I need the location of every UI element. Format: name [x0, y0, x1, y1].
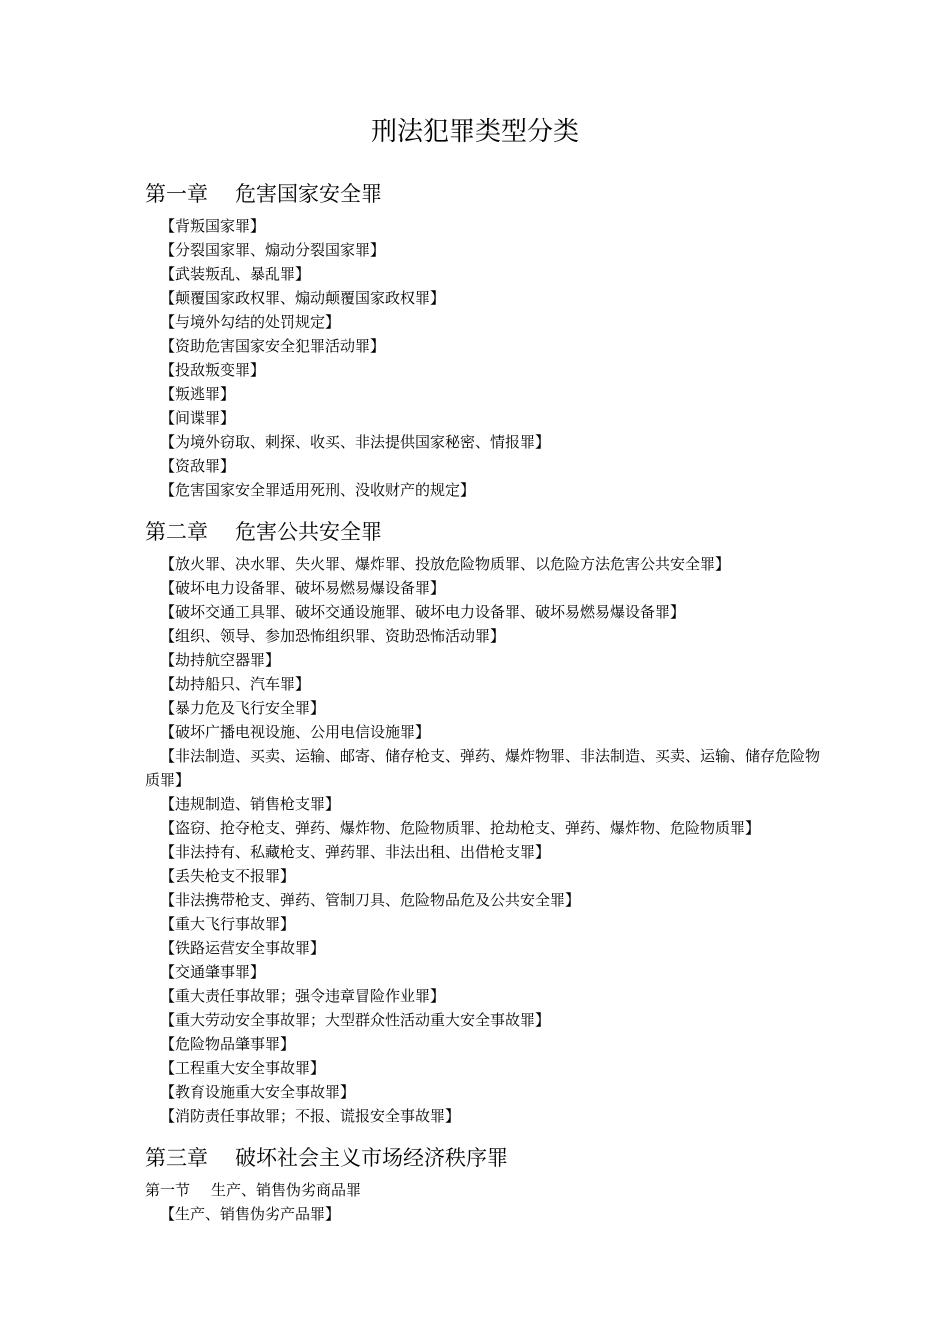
- list-item: 【危害国家安全罪适用死刑、没收财产的规定】: [160, 481, 476, 499]
- list-item: 【重大飞行事故罪】: [160, 915, 296, 933]
- list-item: 【资敌罪】: [160, 457, 236, 475]
- chapter-heading: [145, 1142, 825, 1174]
- section-name: 生产、销售伪劣商品罪: [211, 1181, 362, 1199]
- chapter-1: [145, 178, 825, 502]
- list-item: 【放火罪、决水罪、失火罪、爆炸罪、投放危险物质罪、以危险方法危害公共安全罪】: [160, 555, 731, 573]
- list-item: 【危险物品肇事罪】: [160, 1035, 296, 1053]
- list-item: 【破坏广播电视设施、公用电信设施罪】: [160, 723, 431, 741]
- list-item: 【与境外勾结的处罚规定】: [160, 313, 341, 331]
- list-item: 【违规制造、销售枪支罪】: [160, 795, 341, 813]
- list-item: 【丢失枪支不报罪】: [160, 867, 296, 885]
- section-heading: [145, 1178, 825, 1202]
- chapter-heading: [145, 178, 825, 210]
- list-item: 【工程重大安全事故罪】: [160, 1059, 326, 1077]
- list-item: 【盗窃、抢夺枪支、弹药、爆炸物、危险物质罪、抢劫枪支、弹药、爆炸物、危险物质罪】: [160, 819, 761, 837]
- chapter-name: 危害国家安全罪: [235, 182, 382, 206]
- list-item: 【非法携带枪支、弹药、管制刀具、危险物品危及公共安全罪】: [160, 891, 581, 909]
- list-item: 【间谍罪】: [160, 409, 236, 427]
- list-item: 【叛逃罪】: [160, 385, 236, 403]
- list-item: 【教育设施重大安全事故罪】: [160, 1083, 356, 1101]
- list-item: 【为境外窃取、刺探、收买、非法提供国家秘密、情报罪】: [160, 433, 551, 451]
- list-item: 【消防责任事故罪；不报、谎报安全事故罪】: [160, 1107, 461, 1125]
- chapter-2: [145, 516, 825, 1128]
- chapter-number: 第二章: [145, 520, 208, 544]
- list-item: 【重大劳动安全事故罪；大型群众性活动重大安全事故罪】: [160, 1011, 551, 1029]
- chapter-heading: [145, 516, 825, 548]
- section-number: 第一节: [145, 1181, 191, 1199]
- list-item: 【组织、领导、参加恐怖组织罪、资助恐怖活动罪】: [160, 627, 506, 645]
- chapter-name: 破坏社会主义市场经济秩序罪: [235, 1146, 508, 1170]
- chapter-number: 第一章: [145, 182, 208, 206]
- chapter-3: [145, 1142, 825, 1226]
- list-item: 【分裂国家罪、煽动分裂国家罪】: [160, 241, 386, 259]
- list-item: 【非法制造、买卖、运输、邮寄、储存枪支、弹药、爆炸物罪、非法制造、买卖、运输、储存危险物质罪】: [145, 747, 821, 789]
- list-item: 【资助危害国家安全犯罪活动罪】: [160, 337, 386, 355]
- list-item: 【投敌叛变罪】: [160, 361, 266, 379]
- list-item: 【武装叛乱、暴乱罪】: [160, 265, 311, 283]
- list-item: 【暴力危及飞行安全罪】: [160, 699, 326, 717]
- list-item: 【非法持有、私藏枪支、弹药罪、非法出租、出借枪支罪】: [160, 843, 551, 861]
- list-item: 【交通肇事罪】: [160, 963, 266, 981]
- list-item: 【破坏电力设备罪、破坏易燃易爆设备罪】: [160, 579, 446, 597]
- chapter-number: 第三章: [145, 1146, 208, 1170]
- list-item: 【破坏交通工具罪、破坏交通设施罪、破坏电力设备罪、破坏易燃易爆设备罪】: [160, 603, 686, 621]
- list-item: 【劫持航空器罪】: [160, 651, 281, 669]
- document-body: [145, 178, 825, 1240]
- list-item: 【重大责任事故罪；强令违章冒险作业罪】: [160, 987, 446, 1005]
- chapter-name: 危害公共安全罪: [235, 520, 382, 544]
- list-item: 【背叛国家罪】: [160, 217, 266, 235]
- list-item: 【劫持船只、汽车罪】: [160, 675, 311, 693]
- list-item: 【铁路运营安全事故罪】: [160, 939, 326, 957]
- document-title: 刑法犯罪类型分类: [370, 117, 579, 147]
- list-item: 【颠覆国家政权罪、煽动颠覆国家政权罪】: [160, 289, 446, 307]
- list-item: 【生产、销售伪劣产品罪】: [160, 1205, 341, 1223]
